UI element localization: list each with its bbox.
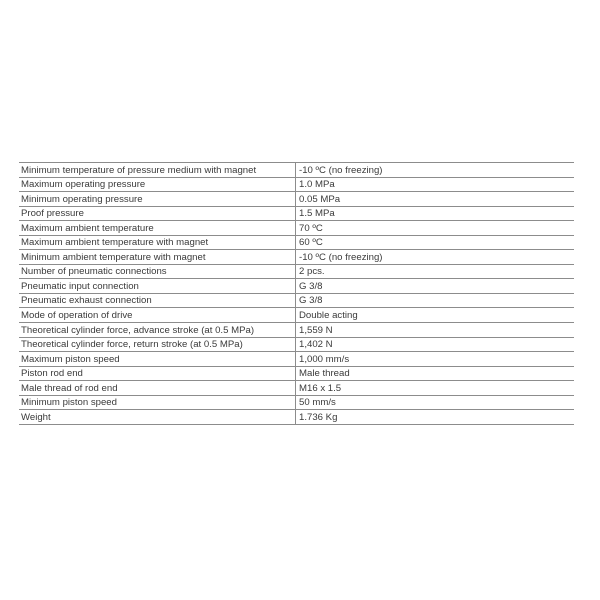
spec-value: -10 ºC (no freezing) <box>296 163 575 178</box>
table-row <box>19 235 574 250</box>
spec-value: 1,000 mm/s <box>296 352 575 367</box>
table-row <box>19 192 574 207</box>
table-row <box>19 250 574 265</box>
spec-label: Minimum operating pressure <box>19 192 296 207</box>
spec-value: 1.736 Kg <box>296 410 575 425</box>
spec-label: Piston rod end <box>19 366 296 381</box>
spec-label: Maximum ambient temperature with magnet <box>19 235 296 250</box>
spec-value: 0.05 MPa <box>296 192 575 207</box>
spec-label: Proof pressure <box>19 206 296 221</box>
spec-value: 1.0 MPa <box>296 177 575 192</box>
table-row <box>19 366 574 381</box>
table-row <box>19 293 574 308</box>
spec-label: Theoretical cylinder force, return stroke (at 0.5 MPa) <box>19 337 296 352</box>
specification-table-body <box>19 163 574 425</box>
spec-label: Pneumatic exhaust connection <box>19 293 296 308</box>
spec-value: G 3/8 <box>296 293 575 308</box>
table-row <box>19 410 574 425</box>
spec-value: G 3/8 <box>296 279 575 294</box>
spec-label: Minimum piston speed <box>19 395 296 410</box>
table-row <box>19 395 574 410</box>
spec-value: 2 pcs. <box>296 264 575 279</box>
spec-label: Maximum operating pressure <box>19 177 296 192</box>
spec-label: Mode of operation of drive <box>19 308 296 323</box>
specification-table <box>19 162 574 425</box>
spec-value: 70 ºC <box>296 221 575 236</box>
table-row <box>19 323 574 338</box>
table-row <box>19 279 574 294</box>
spec-value: 60 ºC <box>296 235 575 250</box>
table-row <box>19 264 574 279</box>
spec-value: M16 x 1.5 <box>296 381 575 396</box>
spec-value: 1,402 N <box>296 337 575 352</box>
table-row <box>19 337 574 352</box>
table-row <box>19 221 574 236</box>
spec-label: Theoretical cylinder force, advance stroke (at 0.5 MPa) <box>19 323 296 338</box>
spec-value: Male thread <box>296 366 575 381</box>
spec-label: Pneumatic input connection <box>19 279 296 294</box>
spec-value: 1.5 MPa <box>296 206 575 221</box>
spec-label: Minimum temperature of pressure medium with magnet <box>19 163 296 178</box>
spec-value: 1,559 N <box>296 323 575 338</box>
spec-label: Male thread of rod end <box>19 381 296 396</box>
table-row <box>19 352 574 367</box>
spec-label: Maximum piston speed <box>19 352 296 367</box>
table-row <box>19 206 574 221</box>
table-row <box>19 163 574 178</box>
spec-label: Number of pneumatic connections <box>19 264 296 279</box>
spec-value: 50 mm/s <box>296 395 575 410</box>
table-row <box>19 381 574 396</box>
spec-label: Weight <box>19 410 296 425</box>
spec-value: -10 ºC (no freezing) <box>296 250 575 265</box>
table-row <box>19 308 574 323</box>
spec-label: Minimum ambient temperature with magnet <box>19 250 296 265</box>
spec-value: Double acting <box>296 308 575 323</box>
spec-label: Maximum ambient temperature <box>19 221 296 236</box>
table-row <box>19 177 574 192</box>
